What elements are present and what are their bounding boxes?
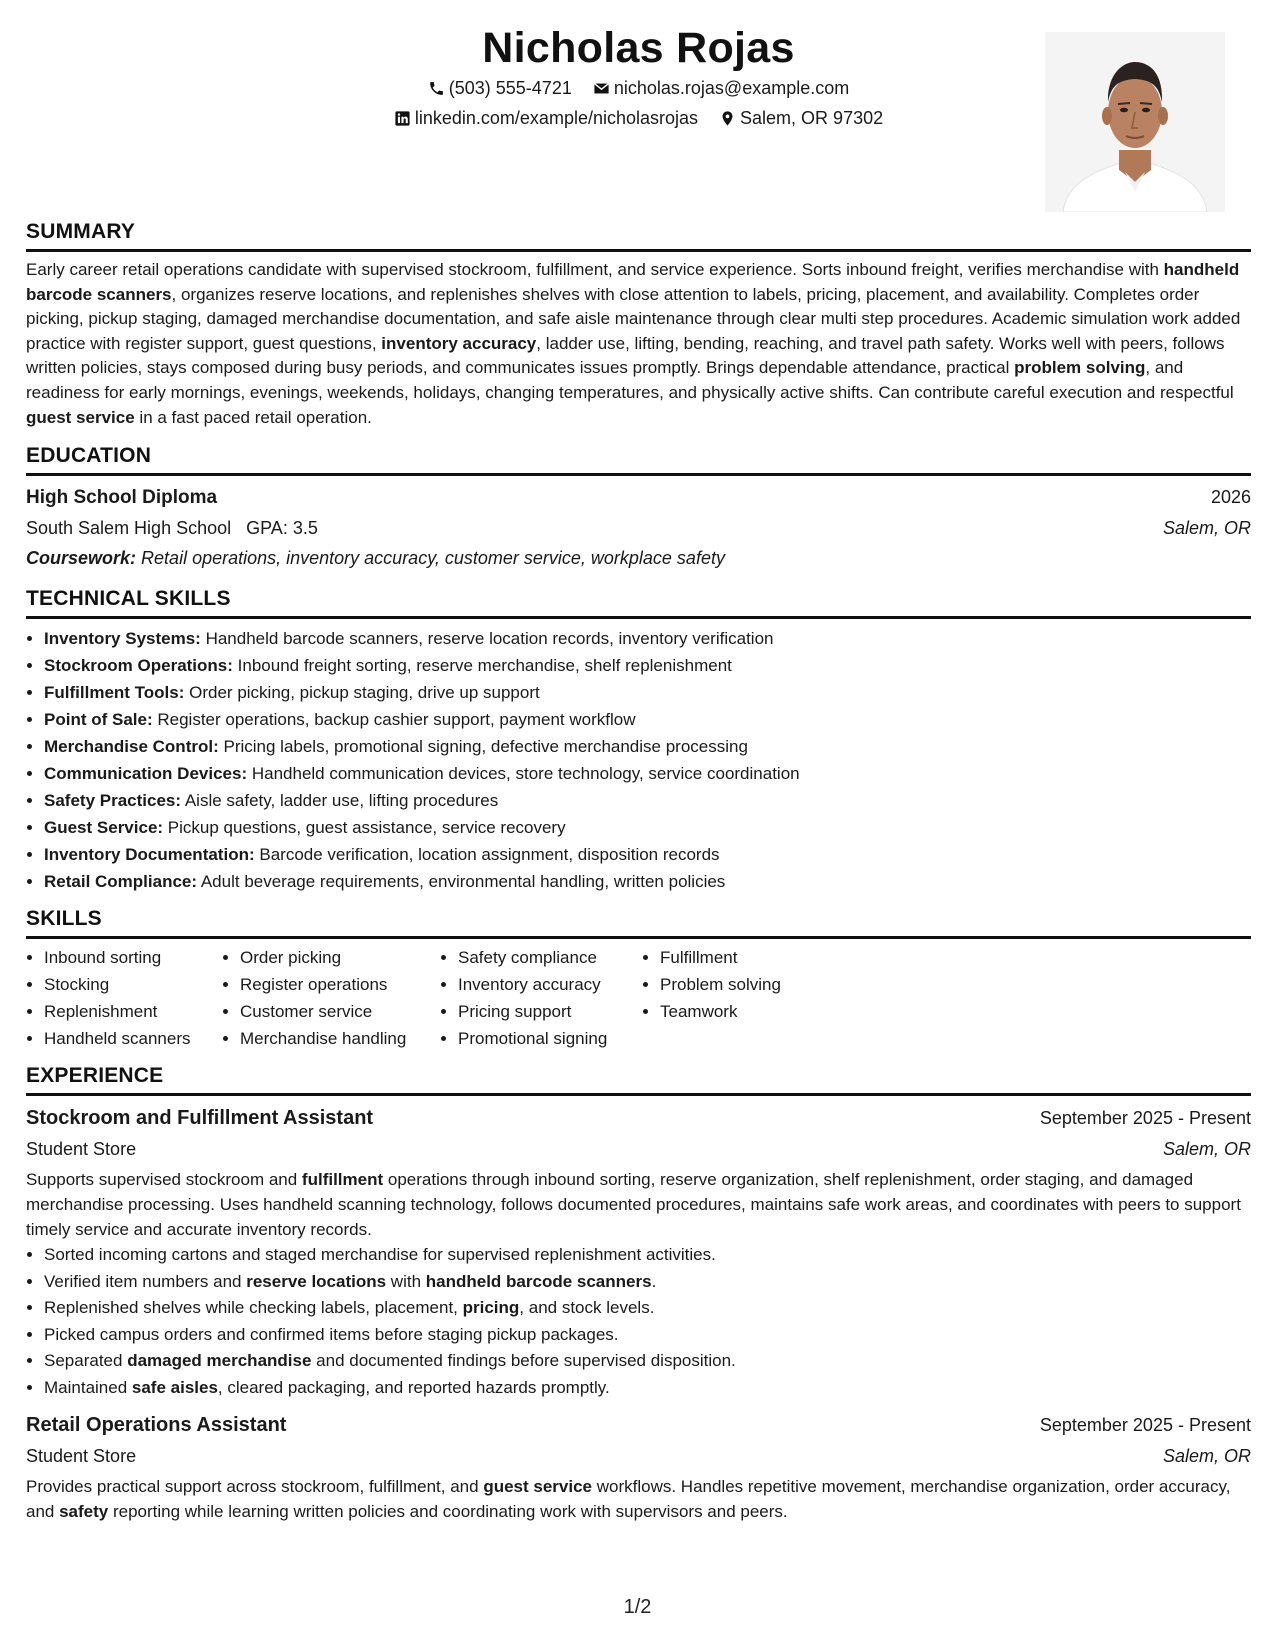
list-item — [44, 1322, 1251, 1349]
list-item — [44, 1348, 1251, 1375]
list-item: • Safety compliance — [458, 945, 642, 972]
job-org: Student Store — [26, 1446, 137, 1467]
phone-icon — [428, 80, 445, 97]
bullet-text: with — [386, 1271, 426, 1291]
skill-details: Pricing labels, promotional signing, defective merchandise processing — [223, 737, 748, 757]
skill-category: Stockroom Operations: — [44, 656, 233, 676]
desc-part: reporting while learning written policies and coordinating work with supervisors and peers. — [108, 1501, 788, 1521]
skills-column-2 — [222, 945, 440, 1052]
list-item: • Stocking — [44, 972, 222, 999]
profile-photo — [1045, 32, 1225, 212]
skill-details: Handheld barcode scanners, reserve location records, inventory verification — [205, 629, 774, 649]
bullet-keyword: safe aisles — [131, 1377, 218, 1397]
location-contact — [719, 106, 883, 130]
summary-part: , ladder use, lifting, bending, reaching, and travel path safety. Works well with peers, follows written policies, stays composed during busy periods, and communicates issues promptly. Brings dependable attendance, practical — [26, 333, 1225, 378]
skill-category: Retail Compliance: — [44, 872, 198, 892]
desc-part: workflows. Handles repetitive movement, merchandise organization, order accuracy, and — [26, 1477, 1231, 1521]
list-item: • Promotional signing — [458, 1026, 642, 1053]
list-item — [44, 1269, 1251, 1296]
bullet-text: Picked campus orders and confirmed items before staging pickup packages. — [44, 1324, 619, 1344]
coursework-label: Coursework: — [26, 548, 137, 569]
job-description — [26, 1475, 1251, 1524]
job-header — [26, 1409, 1251, 1441]
skill-category: Merchandise Control: — [44, 737, 219, 757]
job-location: Salem, OR — [1162, 1446, 1251, 1467]
skill-details: Order picking, pickup staging, drive up support — [189, 683, 540, 703]
list-item — [44, 787, 1251, 814]
job-dates: September 2025 - Present — [1039, 1415, 1251, 1436]
job-description — [26, 1168, 1251, 1242]
resume-header — [26, 22, 1251, 212]
summary-part: in a fast paced retail operation. — [134, 407, 372, 427]
summary-keyword: handheld barcode scanners — [26, 260, 1240, 304]
phone-text: (503) 555-4721 — [448, 78, 572, 98]
education-row-2 — [26, 513, 1251, 543]
skill-details: Register operations, backup cashier support, payment workflow — [157, 710, 636, 730]
summary-text — [26, 258, 1251, 430]
bullet-text: , cleared packaging, and reported hazards promptly. — [217, 1377, 610, 1397]
gpa: GPA: 3.5 — [246, 518, 318, 539]
linkedin-icon — [394, 110, 411, 127]
list-item — [44, 841, 1251, 868]
bullet-text: , and stock levels. — [519, 1298, 655, 1318]
bullet-keyword: pricing — [462, 1298, 520, 1318]
skill-category: Inventory Systems: — [44, 629, 201, 649]
skill-category: Fulfillment Tools: — [44, 683, 185, 703]
page-number: 1/2 — [623, 1596, 652, 1618]
list-item — [44, 814, 1251, 841]
technical-skills-heading: TECHNICAL SKILLS — [26, 585, 1251, 619]
education-section — [26, 442, 1251, 573]
bullet-text: Sorted incoming cartons and staged merchandise for supervised replenishment activities. — [44, 1245, 716, 1265]
coursework-text: Retail operations, inventory accuracy, customer service, workplace safety — [141, 548, 725, 569]
experience-heading: EXPERIENCE — [26, 1062, 1251, 1096]
linkedin-text[interactable]: linkedin.com/example/nicholasrojas — [414, 108, 699, 128]
summary-part: , organizes reserve locations, and replenishes shelves with close attention to labels, pricing, placement, and availability. Completes order picking, pickup staging, damaged merchandise documentation, and safe aisle maintenance through clear multi step procedures. Academic simulation work added practice with register support, guest questions, — [26, 284, 1241, 353]
skills-heading: SKILLS — [26, 905, 1251, 939]
list-item: • Merchandise handling — [240, 1026, 440, 1053]
email-text[interactable]: nicholas.rojas@example.com — [613, 78, 850, 98]
bullet-keyword: reserve locations — [246, 1271, 387, 1291]
list-item: • Teamwork — [660, 999, 860, 1026]
education-heading: EDUCATION — [26, 442, 1251, 476]
list-item: • Register operations — [240, 972, 440, 999]
email-contact[interactable] — [593, 76, 849, 100]
list-item — [44, 679, 1251, 706]
graduation-year: 2026 — [1210, 487, 1251, 508]
skill-category: Communication Devices: — [44, 764, 248, 784]
summary-part: , and readiness for early mornings, evenings, weekends, holidays, changing temperatures, and physically active shifts. Can contribute careful execution and respectful — [26, 358, 1234, 402]
list-item — [44, 1242, 1251, 1269]
location-text: Salem, OR 97302 — [740, 108, 884, 128]
skill-details: Barcode verification, location assignment, disposition records — [259, 845, 720, 865]
list-item: • Replenishment — [44, 999, 222, 1026]
job-title: Stockroom and Fulfillment Assistant — [26, 1107, 374, 1130]
list-item — [44, 1375, 1251, 1402]
bullet-text: . — [651, 1271, 657, 1291]
desc-keyword: guest service — [483, 1477, 592, 1497]
skills-column-1 — [26, 945, 222, 1052]
skill-details: Aisle safety, ladder use, lifting procedures — [184, 791, 499, 811]
job-header — [26, 1102, 1251, 1134]
skill-category: Guest Service: — [44, 818, 164, 838]
summary-heading: SUMMARY — [26, 218, 1251, 252]
bullet-keyword: handheld barcode scanners — [425, 1271, 652, 1291]
list-item — [44, 706, 1251, 733]
job-subheader — [26, 1134, 1251, 1164]
skill-category: Point of Sale: — [44, 710, 153, 730]
coursework — [26, 543, 1251, 573]
bullet-keyword: damaged merchandise — [127, 1351, 312, 1371]
bullet-text: Replenished shelves while checking labels, placement, — [44, 1298, 463, 1318]
job-location: Salem, OR — [1162, 1139, 1251, 1160]
list-item: • Order picking — [240, 945, 440, 972]
bullet-text: Verified item numbers and — [44, 1271, 247, 1291]
email-icon — [593, 80, 610, 97]
job-entry-2 — [26, 1409, 1251, 1524]
job-bullets — [26, 1242, 1251, 1401]
job-title: Retail Operations Assistant — [26, 1414, 287, 1437]
list-item: • Inventory accuracy — [458, 972, 642, 999]
skill-details: Handheld communication devices, store technology, service coordination — [251, 764, 800, 784]
desc-keyword: fulfillment — [301, 1170, 384, 1190]
skill-category: Safety Practices: — [44, 791, 182, 811]
skills-section — [26, 905, 1251, 1052]
school-name: South Salem High School — [26, 518, 232, 539]
skill-details: Pickup questions, guest assistance, service recovery — [167, 818, 566, 838]
school-info — [26, 513, 318, 543]
list-item — [44, 868, 1251, 895]
summary-part: Early career retail operations candidate with supervised stockroom, fulfillment, and service experience. Sorts inbound freight, verifies merchandise with — [26, 260, 1164, 279]
list-item: • Handheld scanners — [44, 1026, 222, 1053]
desc-part: Provides practical support across stockroom, fulfillment, and — [26, 1477, 484, 1497]
list-item: • Problem solving — [660, 972, 860, 999]
skills-column-4 — [642, 945, 860, 1052]
phone-contact — [428, 76, 572, 100]
summary-keyword: guest service — [26, 407, 135, 427]
list-item — [44, 733, 1251, 760]
resume-page — [26, 22, 1251, 1524]
desc-part: operations through inbound sorting, reserve organization, shelf replenishment, order staging, and damaged merchandise processing. Uses handheld scanning technology, follows documented procedures, maintains safe work areas, and coordinates with peers to support timely service and accurate inventory records. — [26, 1170, 1241, 1239]
candidate-name: Nicholas Rojas — [482, 24, 795, 72]
degree: High School Diploma — [26, 487, 218, 509]
school-location: Salem, OR — [1162, 518, 1251, 539]
list-item — [44, 1295, 1251, 1322]
experience-section — [26, 1062, 1251, 1524]
skill-details: Adult beverage requirements, environmental handling, written policies — [200, 872, 726, 892]
list-item: • Pricing support — [458, 999, 642, 1026]
linkedin-contact[interactable] — [394, 106, 698, 130]
list-item: • Inbound sorting — [44, 945, 222, 972]
list-item: • Fulfillment — [660, 945, 860, 972]
job-subheader — [26, 1441, 1251, 1471]
job-dates: September 2025 - Present — [1039, 1108, 1251, 1129]
location-icon — [719, 110, 736, 127]
bullet-text: and documented findings before supervised disposition. — [311, 1351, 736, 1371]
desc-keyword: safety — [59, 1501, 109, 1521]
education-row-1 — [26, 482, 1251, 513]
summary-section — [26, 218, 1251, 430]
skill-details: Inbound freight sorting, reserve merchandise, shelf replenishment — [237, 656, 732, 676]
technical-skills-list — [26, 625, 1251, 895]
list-item: • Customer service — [240, 999, 440, 1026]
job-org: Student Store — [26, 1139, 137, 1160]
skill-category: Inventory Documentation: — [44, 845, 255, 865]
bullet-text: Maintained — [44, 1377, 132, 1397]
summary-keyword: inventory accuracy — [381, 333, 537, 353]
job-entry-1 — [26, 1102, 1251, 1401]
list-item — [44, 625, 1251, 652]
technical-skills-section — [26, 585, 1251, 895]
list-item — [44, 652, 1251, 679]
portrait-image — [1045, 32, 1225, 212]
bullet-text: Separated — [44, 1351, 128, 1371]
desc-part: Supports supervised stockroom and — [26, 1170, 302, 1190]
skills-column-3 — [440, 945, 642, 1052]
skills-grid — [26, 945, 1251, 1052]
summary-keyword: problem solving — [1014, 358, 1146, 378]
list-item — [44, 760, 1251, 787]
